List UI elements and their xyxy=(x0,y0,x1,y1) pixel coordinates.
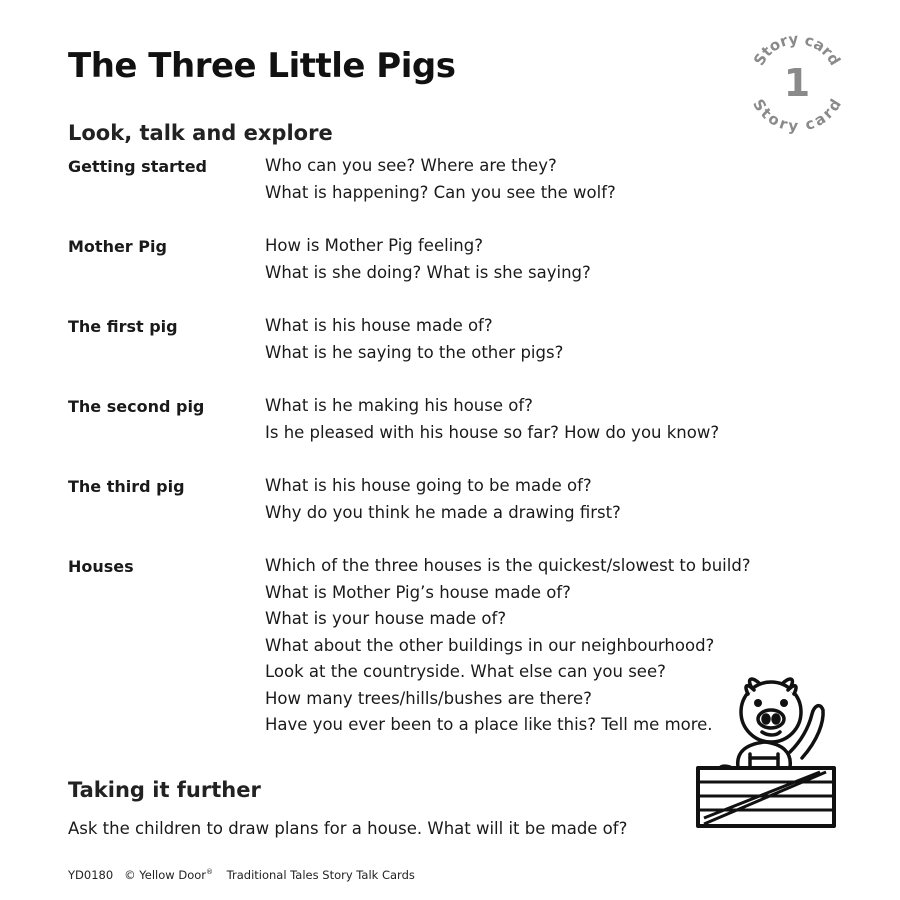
footer xyxy=(68,864,415,883)
question-text: What is she doing? What is she saying? xyxy=(265,262,591,282)
question-row xyxy=(68,153,788,206)
question-text: What about the other buildings in our neighbourhood? xyxy=(265,635,715,655)
footer-code: YD0180 xyxy=(68,867,114,882)
section-heading-look-talk-explore: Look, talk and explore xyxy=(68,121,333,145)
question-group xyxy=(265,233,788,286)
question-text: How many trees/hills/bushes are there? xyxy=(265,688,592,708)
pig-illustration xyxy=(690,672,840,832)
question-text: What is your house made of? xyxy=(265,609,507,628)
question-row xyxy=(68,233,788,286)
question-row xyxy=(68,313,788,366)
question-text: Is he pleased with his house so far? How do you know? xyxy=(265,422,720,442)
taking-it-further-text: Ask the children to draw plans for a house. What will it be made of? xyxy=(68,819,628,838)
question-row-label: The third pig xyxy=(68,477,185,496)
question-text: Why do you think he made a drawing first? xyxy=(265,502,621,522)
question-text: What is happening? Can you see the wolf? xyxy=(265,182,616,202)
question-row-label: The second pig xyxy=(68,397,205,416)
question-group xyxy=(265,153,788,206)
question-group xyxy=(265,313,788,366)
question-row xyxy=(68,473,788,526)
question-group xyxy=(265,473,788,526)
question-text: What is he saying to the other pigs? xyxy=(265,342,564,362)
question-row-label: Getting started xyxy=(68,157,207,176)
question-text: What is his house going to be made of? xyxy=(265,476,592,495)
question-text: How is Mother Pig feeling? xyxy=(265,236,483,255)
badge-bottom-text: Story card xyxy=(748,95,846,134)
question-row xyxy=(68,553,788,739)
question-text: Who can you see? Where are they? xyxy=(265,156,557,175)
question-text: Which of the three houses is the quickest/slowest to build? xyxy=(265,556,751,575)
question-group xyxy=(265,393,788,446)
question-text: What is his house made of? xyxy=(265,316,493,335)
footer-series: Traditional Tales Story Talk Cards xyxy=(226,867,415,882)
question-row xyxy=(68,393,788,446)
footer-registered-mark: ® xyxy=(206,868,213,876)
question-text: Look at the countryside. What else can you see? xyxy=(265,662,666,681)
question-text: What is Mother Pig’s house made of? xyxy=(265,582,571,602)
question-text: Have you ever been to a place like this? Tell me more. xyxy=(265,715,713,734)
question-text: What is he making his house of? xyxy=(265,396,533,415)
badge-number: 1 xyxy=(783,61,811,105)
question-row-label: Houses xyxy=(68,557,134,576)
footer-publisher: © Yellow Door xyxy=(124,867,206,882)
section-heading-taking-it-further: Taking it further xyxy=(68,778,261,802)
question-row-label: The first pig xyxy=(68,317,178,336)
badge-top-text: Story card xyxy=(749,30,845,69)
question-list xyxy=(68,153,788,766)
question-row-label: Mother Pig xyxy=(68,237,167,256)
page-title: The Three Little Pigs xyxy=(68,46,456,86)
story-card-badge xyxy=(745,30,849,134)
